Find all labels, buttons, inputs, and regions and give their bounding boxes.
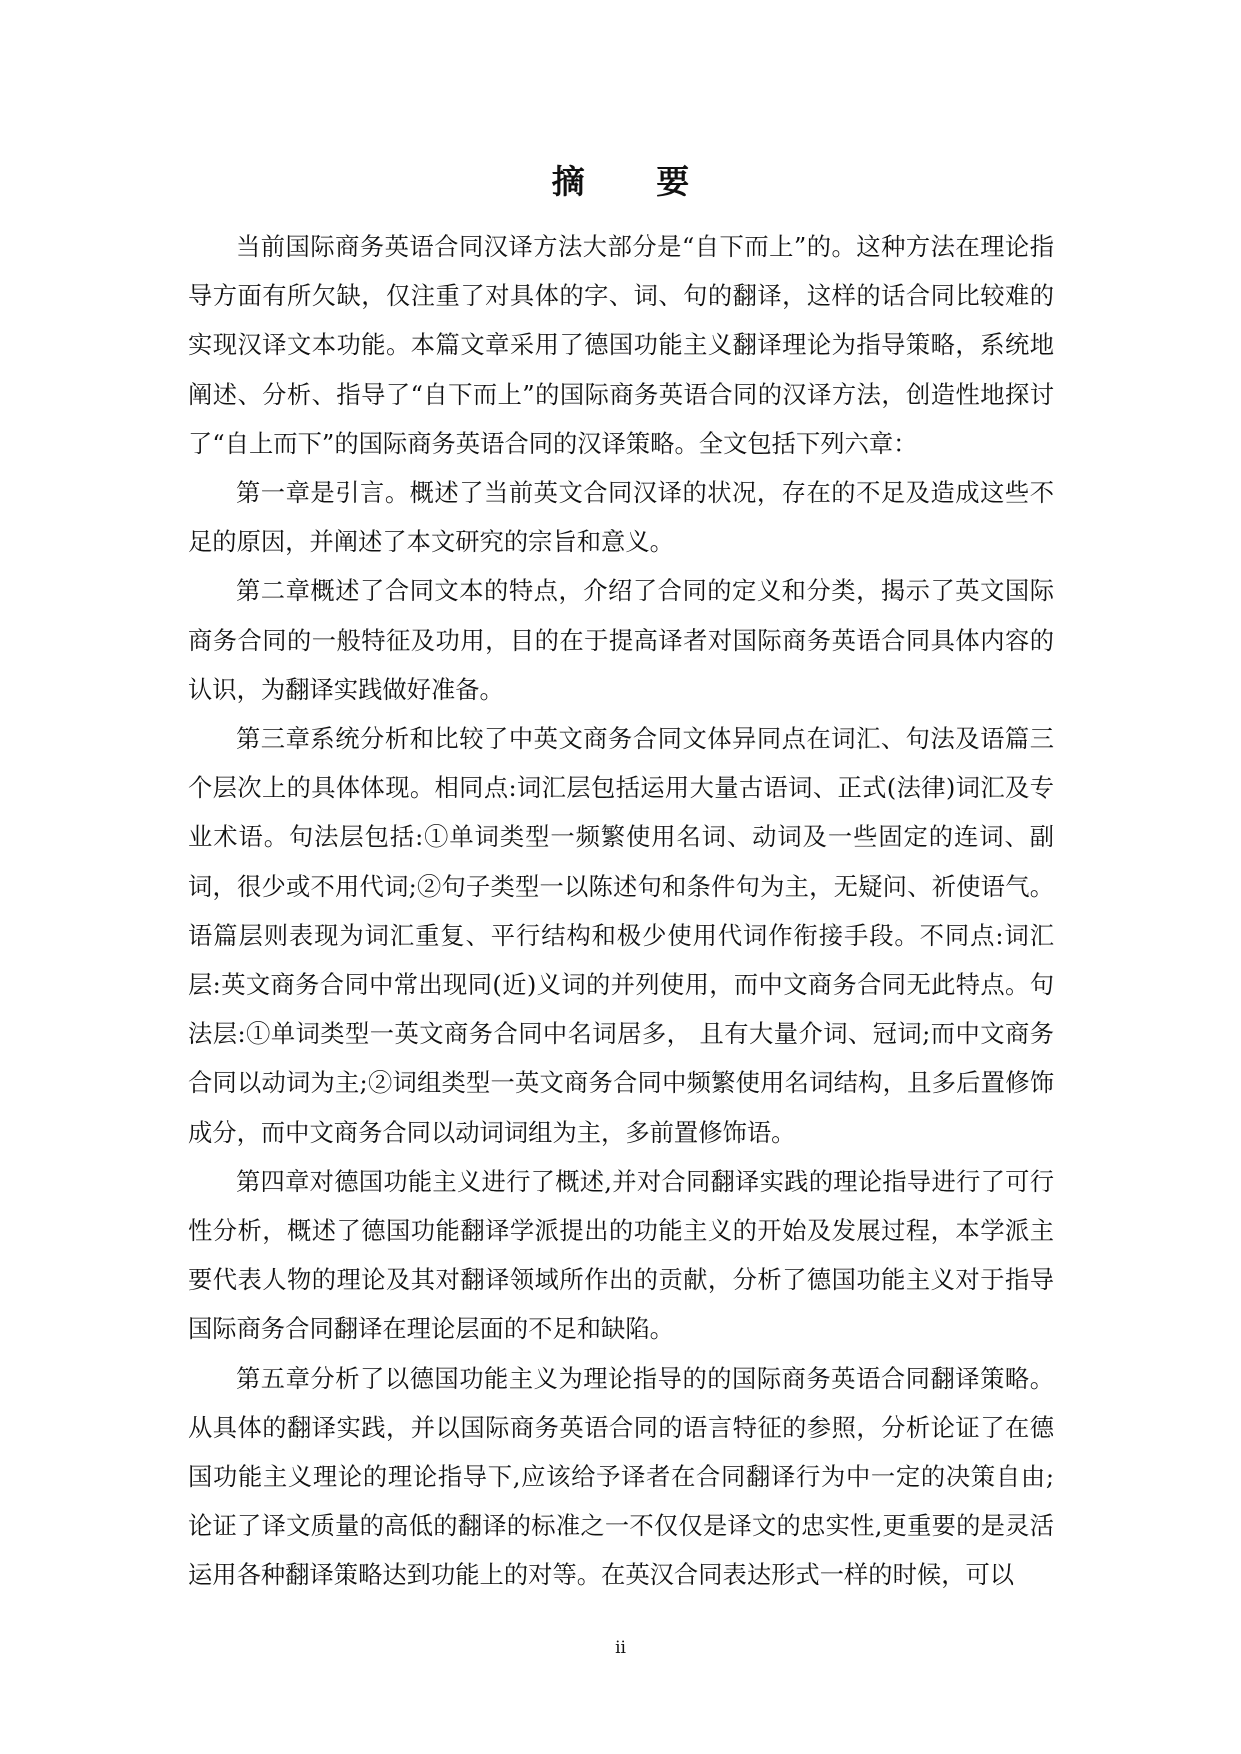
chapter-1-paragraph: 第一章是引言。概述了当前英文合同汉译的状况，存在的不足及造成这些不足的原因，并阐述了本文研究的宗旨和意义。 xyxy=(188,478,1054,557)
page-number: ii xyxy=(615,1638,626,1658)
chapter-2-paragraph: 第二章概述了合同文本的特点，介绍了合同的定义和分类，揭示了英文国际商务合同的一般特征及功用，目的在于提高译者对国际商务英语合同具体内容的认识，为翻译实践做好准备。 xyxy=(188,576,1054,704)
abstract-intro-paragraph: 当前国际商务英语合同汉译方法大部分是“自下而上”的。这种方法在理论指导方面有所欠缺，仅注重了对具体的字、词、句的翻译，这样的话合同比较难的实现汉译文本功能。本篇文章采用了德国功能主义翻译理论为指导策略，系统地阐述、分析、指导了“自下而上”的国际商务英语合同的汉译方法，创造性地探讨了“自上而下”的国际商务英语合同的汉译策略。全文包括下列六章： xyxy=(188,232,1054,458)
chapter-5-paragraph: 第五章分析了以德国功能主义为理论指导的的国际商务英语合同翻译策略。从具体的翻译实践，并以国际商务英语合同的语言特征的参照，分析论证了在德国功能主义理论的理论指导下,应该给予译者在合同翻译行为中一定的决策自由;论证了译文质量的高低的翻译的标准之一不仅仅是译文的忠实性,更重要的是灵活运用各种翻译策略达到功能上的对等。在英汉合同表达形式一样的时候，可以 xyxy=(188,1363,1054,1590)
page-title: 摘 要 xyxy=(551,162,720,201)
chapter-3-paragraph: 第三章系统分析和比较了中英文商务合同文体异同点在词汇、句法及语篇三个层次上的具体体现。相同点:词汇层包括运用大量古语词、正式(法律)词汇及专业术语。句法层包括:①单词类型一频繁使用名词、动词及一些固定的连词、副词，很少或不用代词;②句子类型一以陈述句和条件句为主，无疑问、祈使语气。语篇层则表现为词汇重复、平行结构和极少使用代词作衔接手段。不同点:词汇层:英文商务合同中常出现同(近)义词的并列使用，而中文商务合同无此特点。句法层:①单词类型一英文商务合同中名词居多， 且有大量介词、冠词;而中文商务合同以动词为主;②词组类型一英文商务合同中频繁使用名词结构，且多后置修饰成分，而中文商务合同以动词词组为主，多前置修饰语。 xyxy=(188,724,1054,1147)
abstract-body xyxy=(188,222,1054,1600)
chapter-4-paragraph: 第四章对德国功能主义进行了概述,并对合同翻译实践的理论指导进行了可行性分析，概述了德国功能翻译学派提出的功能主义的开始及发展过程，本学派主要代表人物的理论及其对翻译领域所作出的贡献，分析了德国功能主义对于指导国际商务合同翻译在理论层面的不足和缺陷。 xyxy=(188,1166,1054,1344)
